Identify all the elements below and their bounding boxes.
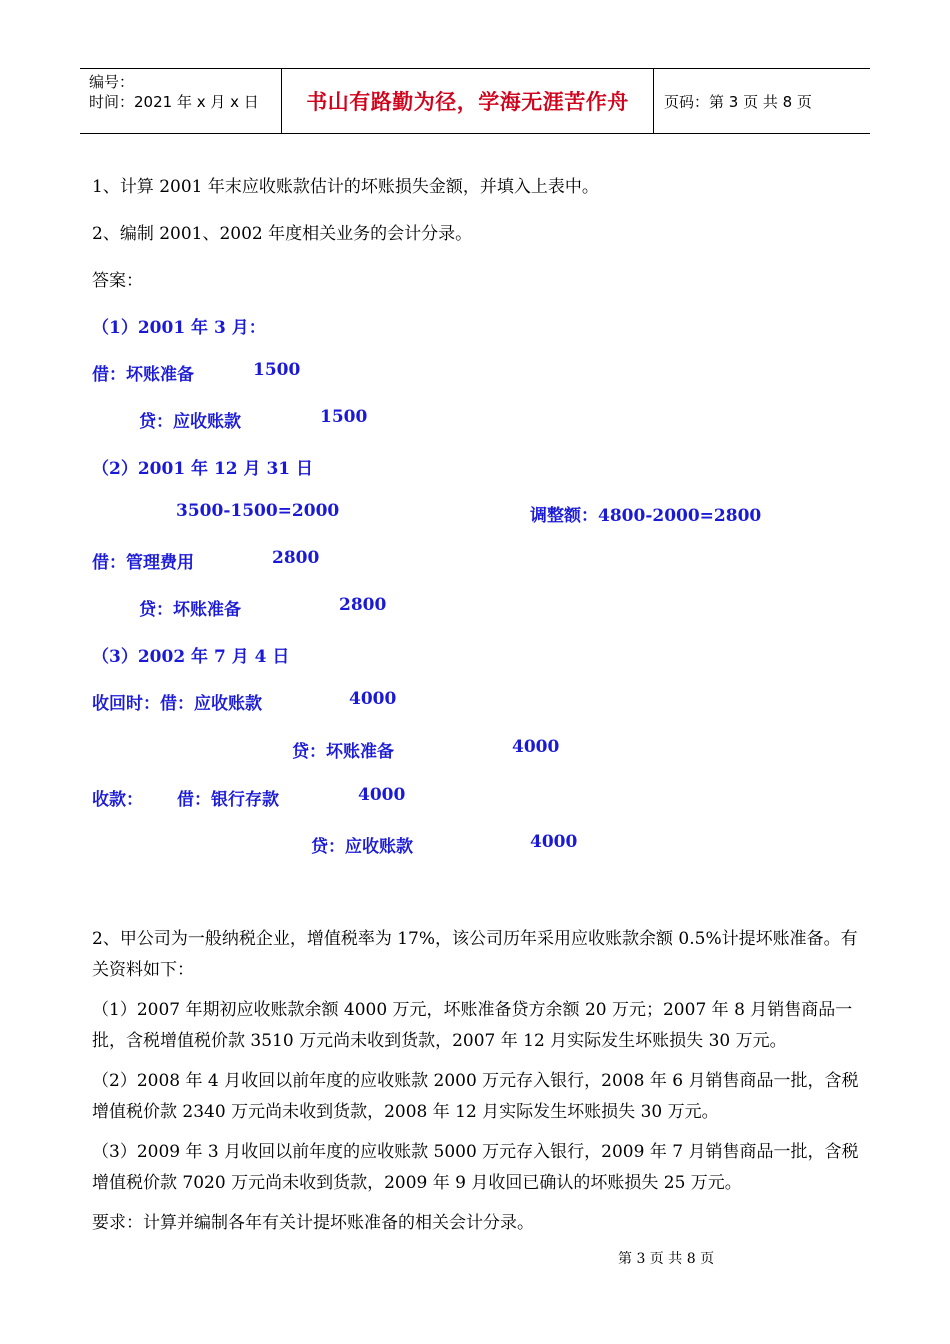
entry-2-calc: 3500-1500=2000 — [176, 501, 340, 521]
entry-2-title: （2）2001 年 12 月 31 日 — [92, 459, 314, 479]
entry-3-recover-credit: 贷：坏账准备 — [292, 742, 394, 762]
problem-2-requirement: 要求：计算并编制各年有关计提坏账准备的相关会计分录。 — [92, 1213, 534, 1233]
problem-2-intro: 2、甲公司为一般纳税企业，增值税率为 17%，该公司历年采用应收账款余额 0.5%计提坏账准备。有关资料如下： — [92, 929, 858, 980]
entry-3-collect-credit-amount: 4000 — [530, 832, 578, 852]
entry-2-debit-amount: 2800 — [272, 548, 320, 568]
header-motto: 书山有路勤为径，学海无涯苦作舟 — [282, 69, 654, 133]
header-meta — [80, 69, 282, 133]
header-time: 时间：2021 年 x 月 x 日 — [89, 93, 259, 111]
entry-2-credit-amount: 2800 — [339, 595, 387, 615]
entry-2-debit: 借：管理费用 — [92, 553, 194, 573]
entry-3-collect-debit-amount: 4000 — [358, 785, 406, 805]
entry-1-debit-amount: 1500 — [253, 360, 301, 380]
page-footer: 第 3 页 共 8 页 — [618, 1251, 715, 1267]
problem-2-item-1: （1）2007 年期初应收账款余额 4000 万元，坏账准备贷方余额 20 万元；2007 年 8 月销售商品一批，含税增值税价款 3510 万元尚未收到货款，2007 年 12 月实际发生坏账损失 30 万元。 — [92, 1000, 853, 1051]
entry-1-debit: 借：坏账准备 — [92, 365, 194, 385]
entry-3-collect-credit: 贷：应收账款 — [311, 837, 413, 857]
header-page-info: 页码：第 3 页 共 8 页 — [664, 92, 812, 111]
question-2: 2、编制 2001、2002 年度相关业务的会计分录。 — [92, 224, 473, 244]
entry-1-credit-amount: 1500 — [320, 407, 368, 427]
entry-3-recover-amount: 4000 — [349, 689, 397, 709]
problem-2-item-2: （2）2008 年 4 月收回以前年度的应收账款 2000 万元存入银行，2008 年 6 月销售商品一批，含税增值税价款 2340 万元尚未收到货款，2008 年 12 月实际发生坏账损失 30 万元。 — [92, 1071, 859, 1122]
entry-1-title: （1）2001 年 3 月： — [92, 318, 266, 338]
entry-1-credit: 贷：应收账款 — [139, 412, 241, 432]
question-1: 1、计算 2001 年末应收账款估计的坏账损失金额，并填入上表中。 — [92, 177, 599, 197]
entry-3-title: （3）2002 年 7 月 4 日 — [92, 647, 290, 667]
entry-2-credit: 贷：坏账准备 — [139, 600, 241, 620]
entry-3-collect-debit: 借：银行存款 — [177, 790, 279, 810]
entry-3-recover: 收回时：借：应收账款 — [92, 694, 262, 714]
entry-3-collect: 收款： — [92, 790, 143, 810]
problem-2-item-3: （3）2009 年 3 月收回以前年度的应收账款 5000 万元存入银行，2009 年 7 月销售商品一批，含税增值税价款 7020 万元尚未收到货款，2009 年 9 月收回已确认的坏账损失 25 万元。 — [92, 1142, 859, 1193]
entry-2-adjustment: 调整额：4800-2000=2800 — [530, 506, 762, 526]
answer-label: 答案： — [92, 271, 143, 291]
header-number: 编号： — [89, 73, 135, 91]
page-header — [80, 68, 870, 134]
entry-3-recover-credit-amount: 4000 — [512, 737, 560, 757]
